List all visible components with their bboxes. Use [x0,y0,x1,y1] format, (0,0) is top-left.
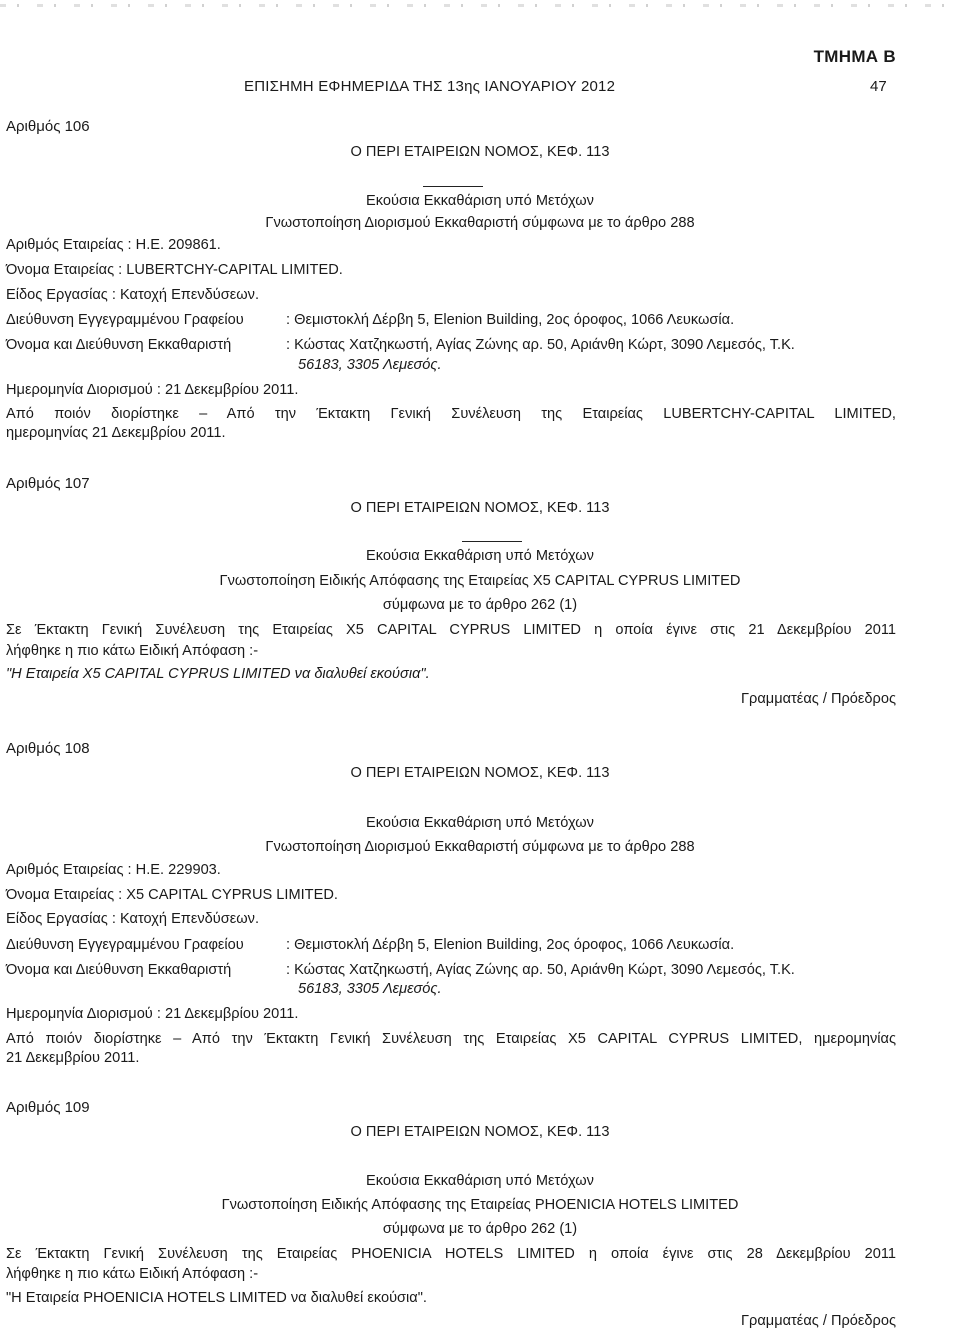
resolution-intro-line1-107: Σε Έκτακτη Γενική Συνέλευση της Εταιρείας X5 CAPITAL CYPRUS LIMITED η οποία έγινε στις 21 Δεκεμβρίου 2011 [6,622,896,638]
resolution-text-107: "Η Εταιρεία X5 CAPITAL CYPRUS LIMITED να διαλυθεί εκούσια". [6,666,430,682]
office-label-108: Διεύθυνση Εγγεγραμμένου Γραφείου [6,937,244,953]
law-title-106: Ο ΠΕΡΙ ΕΤΑΙΡΕΙΩΝ ΝΟΜΟΣ, ΚΕΦ. 113 [350,144,610,160]
appointment-date-106: Ημερομηνία Διορισμού : 21 Δεκεμβρίου 2011. [6,382,299,398]
notice-number-108: Αριθμός 108 [6,740,90,757]
resolution-text-109: "Η Εταιρεία PHOENICIA HOTELS LIMITED να διαλυθεί εκούσια". [6,1290,427,1306]
signature-107: Γραμματέας / Πρόεδρος [741,691,896,707]
company-name-106: Όνομα Εταιρείας : LUBERTCHY-CAPITAL LIMITED. [6,262,343,278]
scan-edge-noise [0,0,960,14]
gazette-title: ΕΠΙΣΗΜΗ ΕΦΗΜΕΡΙΔΑ ΤΗΣ 13ης ΙΑΝΟΥΑΡΙΟΥ 2012 [244,78,616,95]
business-type-106: Είδος Εργασίας : Κατοχή Επενδύσεων. [6,287,260,303]
notice-number-106: Αριθμός 106 [6,118,90,135]
separator-rule-106 [423,186,483,187]
appointed-by-line2-108: 21 Δεκεμβρίου 2011. [6,1050,140,1066]
resolution-intro-line2-109: λήφθηκε η πιο κάτω Ειδική Απόφαση :- [6,1266,259,1282]
separator-rule-107 [462,541,522,542]
notice-number-109: Αριθμός 109 [6,1099,90,1116]
resolution-intro-line1-109: Σε Έκτακτη Γενική Συνέλευση της Εταιρείας PHOENICIA HOTELS LIMITED η οποία έγινε στις 28 Δεκεμβρίου 2011 [6,1246,896,1262]
notice-subtitle-109: Γνωστοποίηση Ειδικής Απόφασης της Εταιρείας PHOENICIA HOTELS LIMITED [221,1197,739,1213]
notice-subtitle2-107: σύμφωνα με το άρθρο 262 (1) [382,597,578,613]
law-title-107: Ο ΠΕΡΙ ΕΤΑΙΡΕΙΩΝ ΝΟΜΟΣ, ΚΕΦ. 113 [350,500,610,516]
notice-title-106: Εκούσια Εκκαθάριση υπό Μετόχων [366,193,594,209]
liquidator-label-106: Όνομα και Διεύθυνση Εκκαθαριστή [6,337,232,353]
appointed-by-line1-106: Από ποιόν διορίστηκε – Από την Έκτακτη Γενική Συνέλευση της Εταιρείας LUBERTCHY-CAPITAL LIMITED, [6,406,896,422]
signature-109: Γραμματέας / Πρόεδρος [741,1313,896,1329]
notice-subtitle-108: Γνωστοποίηση Διορισμού Εκκαθαριστή σύμφωνα με το άρθρο 288 [265,839,695,855]
business-type-108: Είδος Εργασίας : Κατοχή Επενδύσεων. [6,911,260,927]
liquidator-value2-108: 56183, 3305 Λεμεσός. [298,981,442,997]
company-name-108: Όνομα Εταιρείας : X5 CAPITAL CYPRUS LIMITED. [6,887,338,903]
appointed-by-line1-108: Από ποιόν διορίστηκε – Από την Έκτακτη Γενική Συνέλευση της Εταιρείας X5 CAPITAL CYPRUS LIMITED, ημερομηνίας [6,1031,896,1047]
liquidator-label-108: Όνομα και Διεύθυνση Εκκαθαριστή [6,962,232,978]
notice-title-109: Εκούσια Εκκαθάριση υπό Μετόχων [366,1173,594,1189]
company-reg-no-108: Αριθμός Εταιρείας : Η.Ε. 229903. [6,862,221,878]
notice-title-107: Εκούσια Εκκαθάριση υπό Μετόχων [366,548,594,564]
resolution-intro-line2-107: λήφθηκε η πιο κάτω Ειδική Απόφαση :- [6,643,259,659]
notice-subtitle2-109: σύμφωνα με το άρθρο 262 (1) [382,1221,578,1237]
liquidator-value2-106: 56183, 3305 Λεμεσός. [298,357,442,373]
page-number: 47 [870,78,887,95]
law-title-109: Ο ΠΕΡΙ ΕΤΑΙΡΕΙΩΝ ΝΟΜΟΣ, ΚΕΦ. 113 [350,1124,610,1140]
notice-subtitle-107: Γνωστοποίηση Ειδικής Απόφασης της Εταιρείας X5 CAPITAL CYPRUS LIMITED [219,573,741,589]
appointed-by-line2-106: ημερομηνίας 21 Δεκεμβρίου 2011. [6,425,226,441]
notice-title-108: Εκούσια Εκκαθάριση υπό Μετόχων [366,815,594,831]
office-label-106: Διεύθυνση Εγγεγραμμένου Γραφείου [6,312,244,328]
company-reg-no-106: Αριθμός Εταιρείας : Η.Ε. 209861. [6,237,221,253]
liquidator-value-108: : Κώστας Χατζηκωστή, Αγίας Ζώνης αρ. 50, Αριάνθη Κώρτ, 3090 Λεμεσός, Τ.Κ. [286,962,795,978]
notice-number-107: Αριθμός 107 [6,475,90,492]
law-title-108: Ο ΠΕΡΙ ΕΤΑΙΡΕΙΩΝ ΝΟΜΟΣ, ΚΕΦ. 113 [350,765,610,781]
section-header: ΤΜΗΜΑ Β [813,47,896,66]
office-value-106: : Θεμιστοκλή Δέρβη 5, Elenion Building, 2ος όροφος, 1066 Λευκωσία. [286,312,735,328]
notice-subtitle-106: Γνωστοποίηση Διορισμού Εκκαθαριστή σύμφωνα με το άρθρο 288 [265,215,695,231]
appointment-date-108: Ημερομηνία Διορισμού : 21 Δεκεμβρίου 2011. [6,1006,299,1022]
liquidator-value-106: : Κώστας Χατζηκωστή, Αγίας Ζώνης αρ. 50, Αριάνθη Κώρτ, 3090 Λεμεσός, Τ.Κ. [286,337,795,353]
office-value-108: : Θεμιστοκλή Δέρβη 5, Elenion Building, 2ος όροφος, 1066 Λευκωσία. [286,937,735,953]
